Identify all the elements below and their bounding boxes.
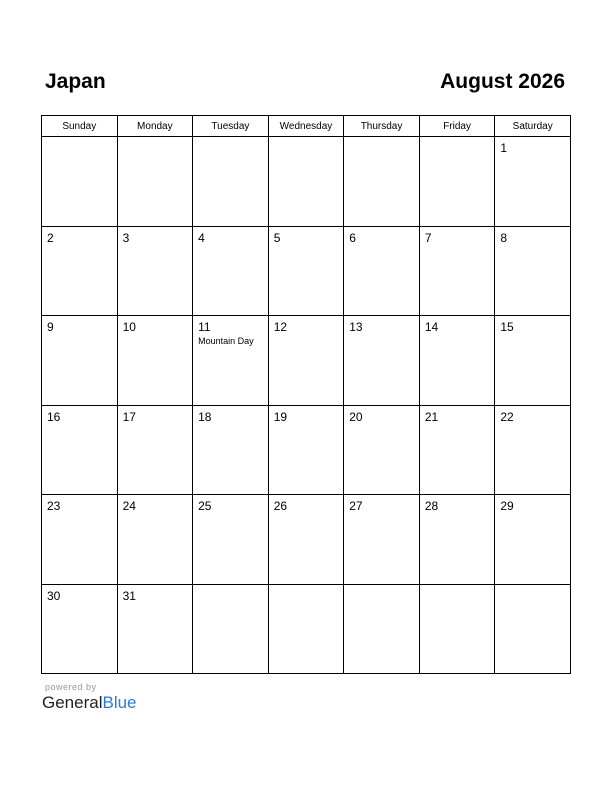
brand-blue-text: Blue bbox=[102, 693, 137, 712]
day-cell bbox=[419, 495, 495, 585]
day-cell bbox=[42, 226, 118, 316]
day-number: 6 bbox=[349, 230, 356, 245]
day-cell bbox=[268, 495, 344, 585]
day-number: 19 bbox=[273, 409, 288, 424]
week-row bbox=[42, 316, 571, 406]
day-cell bbox=[344, 316, 420, 406]
day-number: 4 bbox=[198, 230, 205, 245]
day-number: 9 bbox=[47, 320, 54, 334]
day-cell bbox=[193, 405, 269, 495]
day-cell bbox=[419, 405, 495, 495]
weekday-tuesday: Tuesday bbox=[193, 116, 269, 137]
day-cell bbox=[419, 316, 495, 406]
day-number: 8 bbox=[500, 230, 508, 245]
day-number: 28 bbox=[424, 499, 439, 513]
day-cell bbox=[268, 405, 344, 495]
day-number: 23 bbox=[47, 499, 61, 513]
weekday-sunday: Sunday bbox=[42, 116, 118, 137]
day-cell bbox=[42, 584, 118, 674]
day-number: 15 bbox=[500, 320, 514, 334]
day-cell bbox=[495, 226, 571, 316]
day-cell bbox=[42, 316, 118, 406]
day-cell bbox=[117, 584, 193, 674]
day-number: 30 bbox=[47, 588, 61, 603]
day-number: 5 bbox=[273, 230, 281, 245]
day-cell bbox=[42, 495, 118, 585]
day-cell bbox=[344, 137, 420, 227]
country-title: Japan bbox=[45, 70, 106, 93]
day-number: 11 bbox=[198, 320, 211, 334]
day-number: 1 bbox=[500, 141, 508, 155]
day-cell bbox=[268, 226, 344, 316]
week-row bbox=[42, 405, 571, 495]
calendar-grid bbox=[41, 115, 571, 674]
day-cell bbox=[495, 495, 571, 585]
day-number: 29 bbox=[500, 499, 514, 513]
day-cell bbox=[42, 137, 118, 227]
day-cell bbox=[419, 137, 495, 227]
day-number: 10 bbox=[122, 320, 136, 334]
day-cell bbox=[193, 495, 269, 585]
day-cell bbox=[268, 137, 344, 227]
weekday-friday: Friday bbox=[419, 116, 495, 137]
day-number: 13 bbox=[349, 320, 363, 334]
day-cell bbox=[42, 405, 118, 495]
day-cell bbox=[495, 584, 571, 674]
day-number: 2 bbox=[47, 230, 54, 245]
day-number: 3 bbox=[122, 230, 130, 245]
day-cell bbox=[117, 137, 193, 227]
day-number: 18 bbox=[198, 409, 212, 424]
day-number: 22 bbox=[500, 409, 514, 424]
day-number: 14 bbox=[424, 320, 439, 334]
weekday-thursday: Thursday bbox=[344, 116, 420, 137]
day-cell bbox=[268, 584, 344, 674]
holiday-label: Mountain Day bbox=[198, 336, 254, 346]
week-row bbox=[42, 495, 571, 585]
day-cell bbox=[117, 405, 193, 495]
day-cell bbox=[268, 316, 344, 406]
week-row bbox=[42, 584, 571, 674]
day-cell bbox=[193, 316, 269, 406]
day-number: 7 bbox=[424, 230, 432, 245]
day-cell bbox=[117, 316, 193, 406]
week-row bbox=[42, 226, 571, 316]
day-number: 17 bbox=[122, 409, 136, 424]
day-cell bbox=[419, 226, 495, 316]
brand-logo bbox=[42, 693, 137, 713]
day-number: 26 bbox=[273, 499, 288, 513]
day-number: 20 bbox=[349, 409, 363, 424]
day-number: 12 bbox=[273, 320, 288, 334]
week-row bbox=[42, 137, 571, 227]
day-cell bbox=[117, 495, 193, 585]
day-number: 21 bbox=[424, 409, 439, 424]
day-cell bbox=[344, 495, 420, 585]
day-cell bbox=[495, 137, 571, 227]
day-cell bbox=[193, 584, 269, 674]
day-cell bbox=[193, 137, 269, 227]
day-cell bbox=[419, 584, 495, 674]
day-number: 31 bbox=[122, 588, 136, 603]
day-cell bbox=[495, 316, 571, 406]
brand-general-text: General bbox=[42, 693, 103, 712]
day-cell bbox=[344, 226, 420, 316]
day-number: 16 bbox=[47, 409, 61, 424]
day-cell bbox=[344, 405, 420, 495]
day-number: 27 bbox=[349, 499, 363, 513]
day-cell bbox=[344, 584, 420, 674]
month-year-title: August 2026 bbox=[440, 70, 565, 93]
weekday-wednesday: Wednesday bbox=[268, 116, 344, 137]
weekday-header-row bbox=[42, 116, 571, 137]
powered-by-label: powered by bbox=[45, 682, 97, 692]
day-cell bbox=[495, 405, 571, 495]
day-cell bbox=[117, 226, 193, 316]
weekday-monday: Monday bbox=[117, 116, 193, 137]
day-cell bbox=[193, 226, 269, 316]
day-number: 25 bbox=[198, 499, 212, 513]
weekday-saturday: Saturday bbox=[495, 116, 571, 137]
day-number: 24 bbox=[122, 499, 136, 513]
